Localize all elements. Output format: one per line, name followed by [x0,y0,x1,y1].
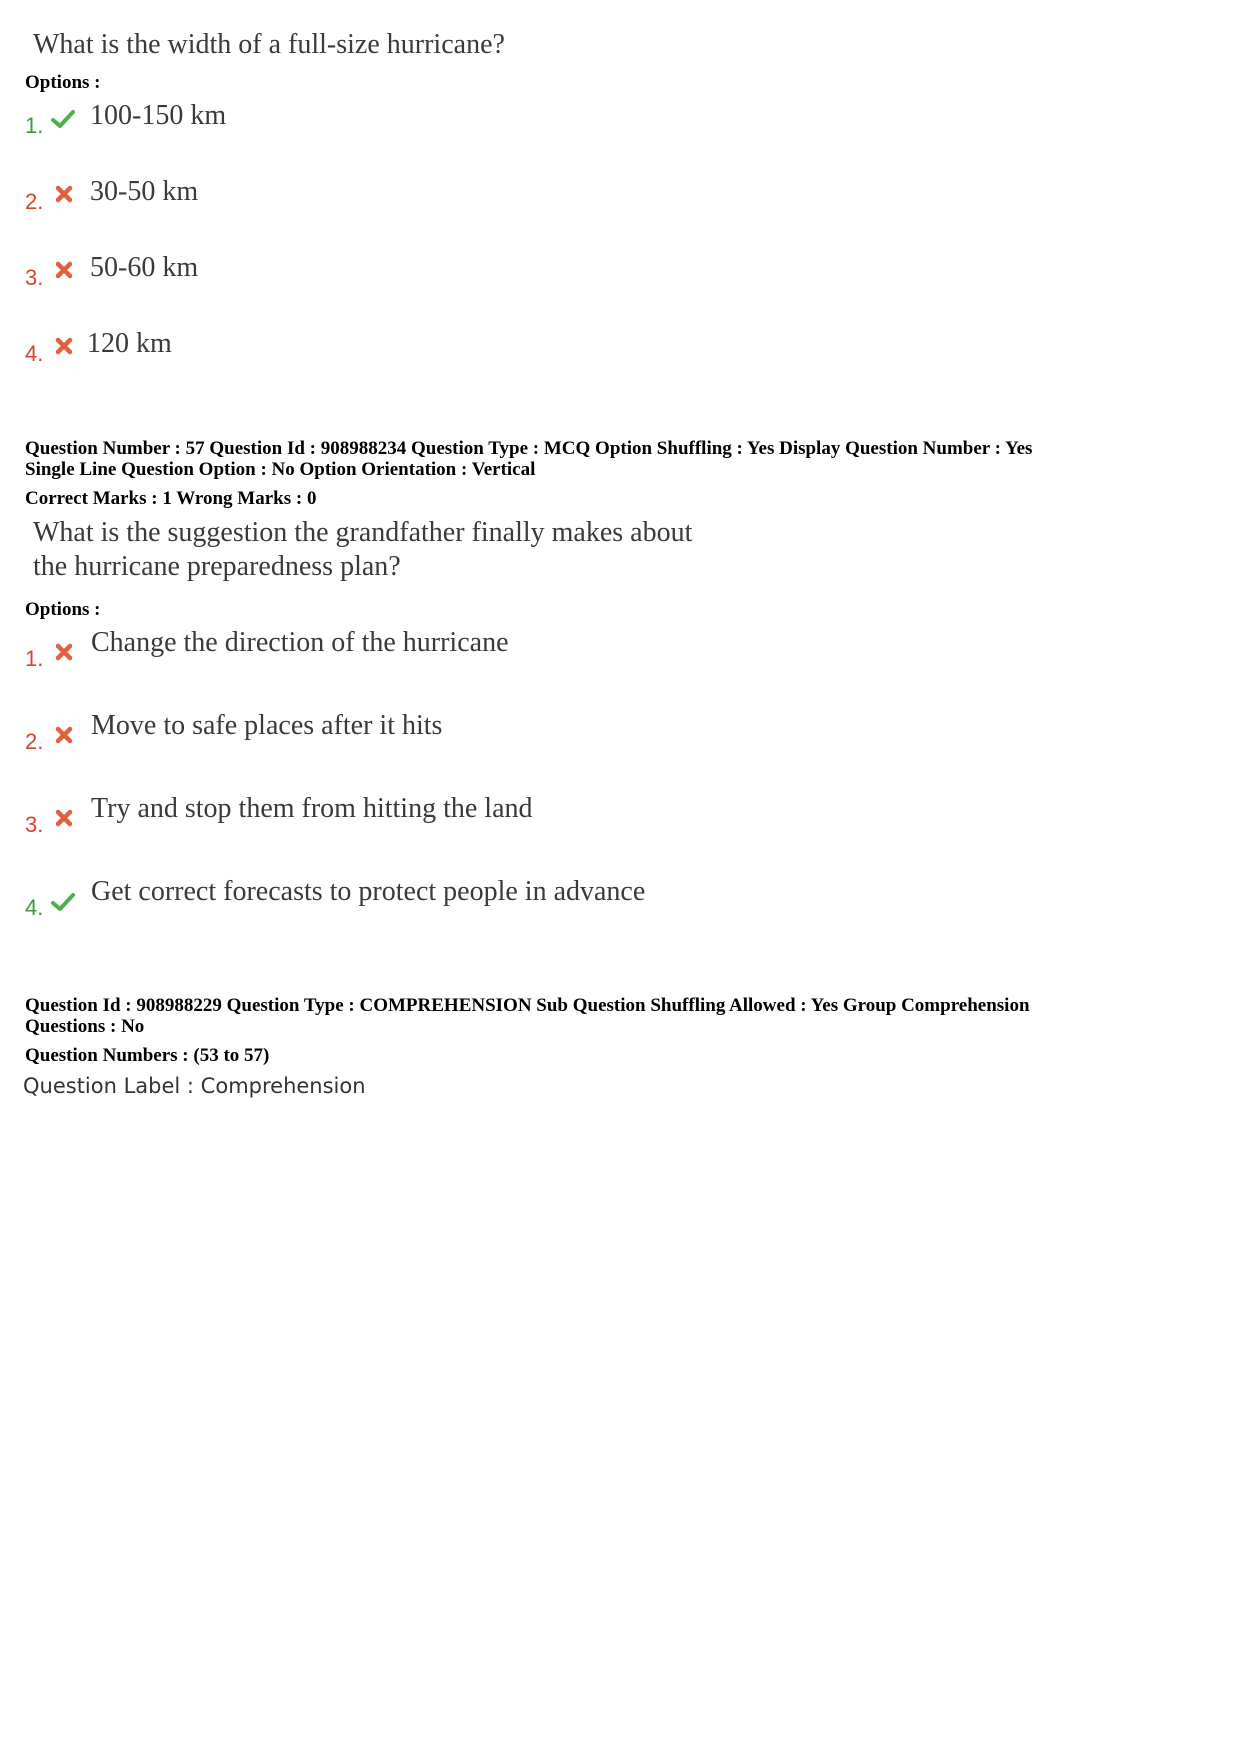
question-57-text-line2: the hurricane preparedness plan? [33,551,401,582]
comprehension-question-numbers: Question Numbers : (53 to 57) [25,1045,270,1066]
options-label: Options : [25,72,101,93]
option-number: 2. [25,189,44,214]
option-text: Move to safe places after it hits [91,710,443,741]
option-number: 4. [25,341,44,366]
option-number: 3. [25,812,44,837]
option-number: 2. [25,729,44,754]
option-text: Change the direction of the hurricane [91,627,509,658]
options-label: Options : [25,599,101,620]
question-57-marks: Correct Marks : 1 Wrong Marks : 0 [25,488,317,509]
option-number: 4. [25,895,44,920]
option-text: 50-60 km [90,252,199,283]
option-number: 3. [25,265,44,290]
wrong-cross-icon [52,808,78,830]
option-text: Try and stop them from hitting the land [91,793,533,824]
correct-check-icon [50,108,76,130]
option-text: Get correct forecasts to protect people in advance [91,876,646,907]
wrong-cross-icon [52,336,78,358]
question-56-text: What is the width of a full-size hurricane? [33,29,505,60]
wrong-cross-icon [52,725,78,747]
option-number: 1. [25,646,44,671]
comprehension-meta-line1: Question Id : 908988229 Question Type : COMPREHENSION Sub Question Shuffling Allowed : Yes Group Comprehension [25,995,1030,1016]
correct-check-icon [50,891,76,913]
option-text: 100-150 km [90,100,227,131]
wrong-cross-icon [52,642,78,664]
question-57-meta-line2: Single Line Question Option : No Option Orientation : Vertical [25,459,536,480]
option-number: 1. [25,113,44,138]
wrong-cross-icon [52,184,78,206]
question-label: Question Label : Comprehension [23,1074,366,1098]
question-57-meta-line1: Question Number : 57 Question Id : 908988234 Question Type : MCQ Option Shuffling : Yes Display Question Number : Yes [25,438,1033,459]
question-57-text-line1: What is the suggestion the grandfather finally makes about [33,517,693,548]
wrong-cross-icon [52,260,78,282]
option-text: 120 km [87,328,172,359]
option-text: 30-50 km [90,176,199,207]
comprehension-meta-line2: Questions : No [25,1016,145,1037]
